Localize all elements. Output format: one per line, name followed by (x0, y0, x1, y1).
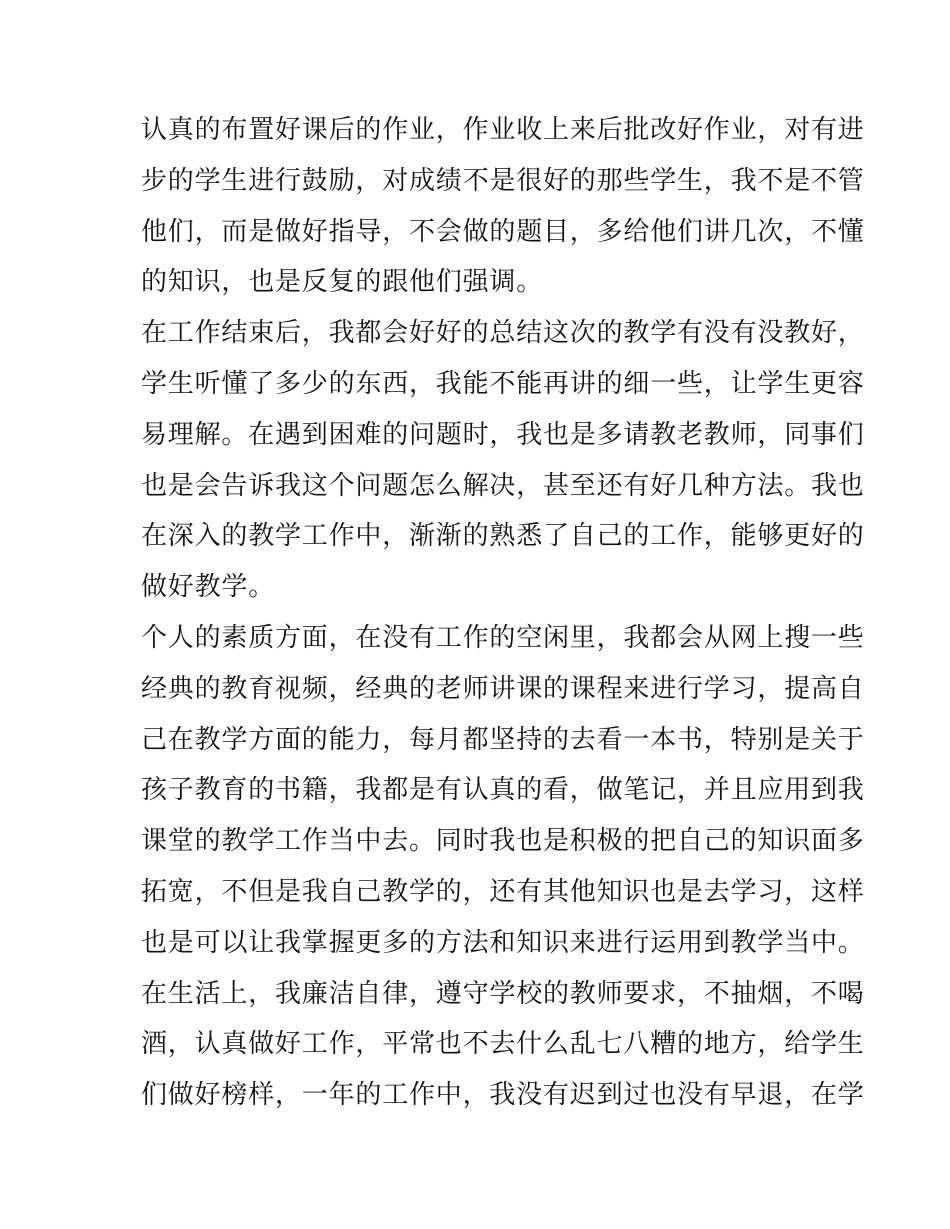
text-line: 在生活上，我廉洁自律，遵守学校的教师要求，不抽烟，不喝 (141, 978, 865, 1009)
text-line: 也是会告诉我这个问题怎么解决，甚至还有好几种方法。我也 (141, 470, 865, 501)
text-line: 学生听懂了多少的东西，我能不能再讲的细一些，让学生更容 (141, 368, 865, 399)
text-line: 酒，认真做好工作，平常也不去什么乱七八糟的地方，给学生 (141, 1029, 865, 1060)
body-text (141, 105, 865, 1121)
text-line: 经典的教育视频，经典的老师讲课的课程来进行学习，提高自 (141, 673, 865, 704)
text-line: 做好教学。 (141, 572, 276, 603)
text-line: 也是可以让我掌握更多的方法和知识来进行运用到教学当中。 (141, 927, 865, 958)
text-line: 己在教学方面的能力，每月都坚持的去看一本书，特别是关于 (141, 724, 865, 755)
text-line: 的知识，也是反复的跟他们强调。 (141, 267, 544, 298)
text-line: 拓宽，不但是我自己教学的，还有其他知识也是去学习，这样 (141, 876, 865, 907)
text-line: 认真的布置好课后的作业，作业收上来后批改好作业，对有进 (141, 115, 865, 145)
text-line: 易理解。在遇到困难的问题时，我也是多请教老教师，同事们 (141, 419, 865, 450)
text-line: 在深入的教学工作中，渐渐的熟悉了自己的工作，能够更好的 (141, 521, 865, 552)
text-line: 他们，而是做好指导，不会做的题目，多给他们讲几次，不懂 (141, 216, 865, 247)
text-line: 们做好榜样，一年的工作中，我没有迟到过也没有早退，在学 (141, 1080, 865, 1111)
text-line: 孩子教育的书籍，我都是有认真的看，做笔记，并且应用到我 (141, 775, 865, 806)
text-line: 在工作结束后，我都会好好的总结这次的教学有没有没教好， (141, 318, 865, 349)
text-line: 课堂的教学工作当中去。同时我也是积极的把自己的知识面多 (141, 826, 865, 857)
text-line: 步的学生进行鼓励，对成绩不是很好的那些学生，我不是不管 (141, 165, 865, 196)
text-line: 个人的素质方面，在没有工作的空闲里，我都会从网上搜一些 (141, 622, 865, 653)
